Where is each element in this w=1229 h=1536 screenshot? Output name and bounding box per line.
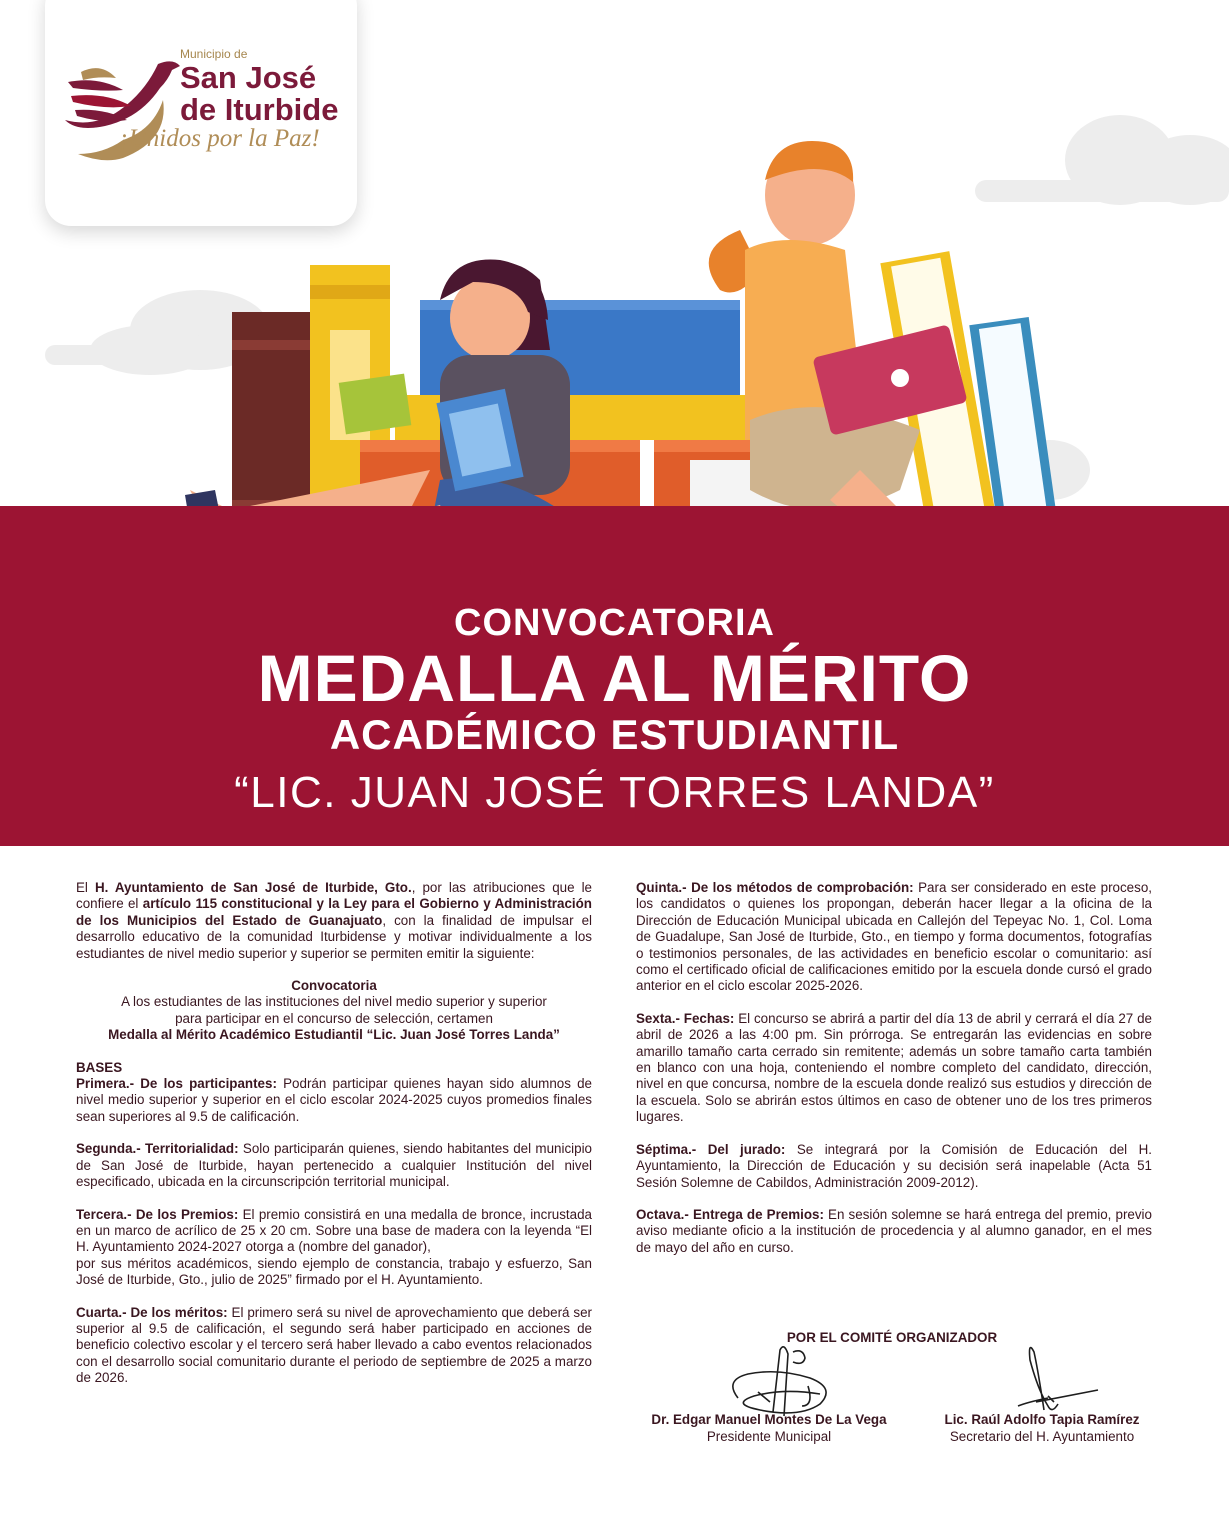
signer-secretary: [932, 1411, 1152, 1445]
intro-bold-2: artículo 115 constitucional y la Ley para el Gobierno y Administración de los Municipios del Estado de Guanajuato: [76, 896, 592, 928]
logo-municipio-label: Municipio de: [180, 47, 248, 61]
signer-name: Dr. Edgar Manuel Montes De La Vega: [651, 1412, 887, 1427]
base-text: El concurso se abrirá a partir del día 13 de abril y cerrará el día 27 de abril de 2026 a las 4:00 pm. Sin prórroga. Se entregarán las evidencias en sobre amarillo tamaño carta cerrado sin remitente; además un sobre tamaño carta también en blanco con una hoja, conteniendo el nombre completo del candidato, dirección, nivel en que concursa, nombre de la escuela donde realizó sus estudios y dirección de la escuela. Solo se abrirán estos últimos en caso de obtener uno de los tres primeros lugares.: [636, 1010, 1152, 1125]
base-title: Primera.- De los participantes:: [76, 1076, 277, 1092]
intro-text-1: El: [76, 880, 95, 895]
municipality-logo: [45, 0, 357, 226]
base-septima: [636, 1142, 1152, 1191]
convocatoria-line2: para participar en el concurso de selección, certamen: [175, 1010, 493, 1026]
base-primera: [76, 1076, 592, 1125]
title-medalla: MEDALLA AL MÉRITO: [257, 641, 972, 715]
bases-title: BASES: [76, 1059, 123, 1075]
title-academico: ACADÉMICO ESTUDIANTIL: [329, 711, 900, 758]
base-text: El premio consistirá en una medalla de bronce, incrustada en un marco de acrílico de 25 x 20 cm. Sobre una base de madera con la leyenda “El H. Ayuntamiento 2024-2027 otorga a (nombre del ganador),: [76, 1206, 592, 1255]
intro-text-2: , por las atribuciones que le confiere el: [76, 880, 592, 912]
base-text: Se integrará por la Comisión de Educación del H. Ayuntamiento, la Dirección de Educación y su decisión será inapelable (Acta 51 Sesión Solemne de Cabildos, Administración 2009-2012).: [636, 1141, 1152, 1190]
page-title: [0, 600, 1229, 824]
signature-block: [636, 1330, 1152, 1450]
logo-slogan: ¡Unidos por la Paz!: [119, 125, 320, 152]
base-text: En sesión solemne se hará entrega del premio, previo aviso mediante oficio a la institución de procedencia y al alumno ganador, en el mes de mayo del año en curso.: [636, 1206, 1152, 1255]
committee-heading: POR EL COMITÉ ORGANIZADOR: [786, 1330, 998, 1345]
signer-mayor: [636, 1411, 902, 1445]
base-segunda: [76, 1141, 592, 1190]
logo-name-line1: San José: [180, 60, 317, 95]
signer-role: Presidente Municipal: [706, 1429, 832, 1444]
base-text: Solo participarán quienes, siendo habitantes del municipio de San José de Iturbide, hayan pertenecido a cualquier Institución del nivel especificado, ubicada en la circunscripción territorial municipal.: [76, 1141, 592, 1190]
convocatoria-title: Convocatoria: [291, 978, 377, 994]
content-right-column: [636, 880, 1152, 1272]
intro-text-3: , con la finalidad de impulsar el desarrollo educativo de la comunidad Iturbidense y motivar individualmente a los estudiantes de nivel medio superior y superior se permiten emitir la siguiente:: [76, 912, 593, 961]
base-title: Tercera.- De los Premios:: [76, 1206, 239, 1222]
base-title: Cuarta.- De los méritos:: [76, 1304, 228, 1320]
base-sexta: [636, 1011, 1152, 1126]
title-convocatoria: CONVOCATORIA: [454, 602, 775, 644]
convocatoria-line1: A los estudiantes de las instituciones del nivel medio superior y superior: [121, 994, 547, 1010]
base-title: Séptima.- Del jurado:: [636, 1141, 786, 1157]
base-text: El primero será su nivel de aprovechamiento que deberá ser superior al 9.5 de calificación, el segundo será haber participado en acciones de beneficio colectivo escolar y el tercero será haber llevado a cabo eventos relacionados con el desarrollo social comunitario durante el periodo de septiembre de 2025 a marzo de 2026.: [76, 1304, 592, 1386]
logo-name-line2: de Iturbide: [180, 92, 339, 127]
signature-secretary-icon: [1006, 1344, 1106, 1414]
signer-role: Secretario del H. Ayuntamiento: [949, 1429, 1135, 1444]
convocatoria-line3: Medalla al Mérito Académico Estudiantil “Lic. Juan José Torres Landa”: [108, 1027, 560, 1043]
base-text: Para ser considerado en este proceso, los candidatos o quienes los propongan, deberán hacer llegar a la oficina de la Dirección de Educación Municipal ubicada en Callejón del Tepeyac No. 1, Col. Loma de Guadalupe, San José de Iturbide, Gto., en tiempo y forma documentos, fotografías o testimonios personales, de las actividades en beneficio escolar o comunitario: así como el certificado oficial de calificaciones emitido por la escuela donde cursó el grado anterior en el ciclo escolar 2025-2026.: [636, 880, 1152, 994]
title-honoree: “LIC. JUAN JOSÉ TORRES LANDA”: [234, 768, 995, 817]
signer-name: Lic. Raúl Adolfo Tapia Ramírez: [944, 1412, 1140, 1427]
base-cuarta: [76, 1305, 592, 1387]
base-title: Segunda.- Territorialidad:: [76, 1141, 239, 1157]
content-left-column: [76, 880, 592, 1403]
base-text: Podrán participar quienes hayan sido alumnos de nivel medio superior y superior en el ciclo escolar 2024-2025 cuyos promedios finales sean superiores al 9.5 de calificación.: [76, 1076, 593, 1124]
base-title: Sexta.- Fechas:: [636, 1010, 735, 1026]
intro-paragraph: [76, 880, 592, 962]
base-text-continued: por sus méritos académicos, siendo ejemplo de constancia, trabajo y esfuerzo, San José de Iturbide, Gto., julio de 2025” firmado por el H. Ayuntamiento.: [76, 1255, 592, 1288]
base-octava: [636, 1207, 1152, 1256]
base-title: Octava.- Entrega de Premios:: [636, 1206, 824, 1222]
signature-mayor-icon: [718, 1342, 848, 1418]
base-title: Quinta.- De los métodos de comprobación:: [636, 880, 914, 895]
convocatoria-block: [76, 978, 592, 1044]
intro-bold-1: H. Ayuntamiento de San José de Iturbide, Gto.: [94, 880, 412, 895]
base-tercera: [76, 1207, 592, 1289]
base-quinta: [636, 880, 1152, 995]
logo-municipality-name: [180, 62, 338, 126]
